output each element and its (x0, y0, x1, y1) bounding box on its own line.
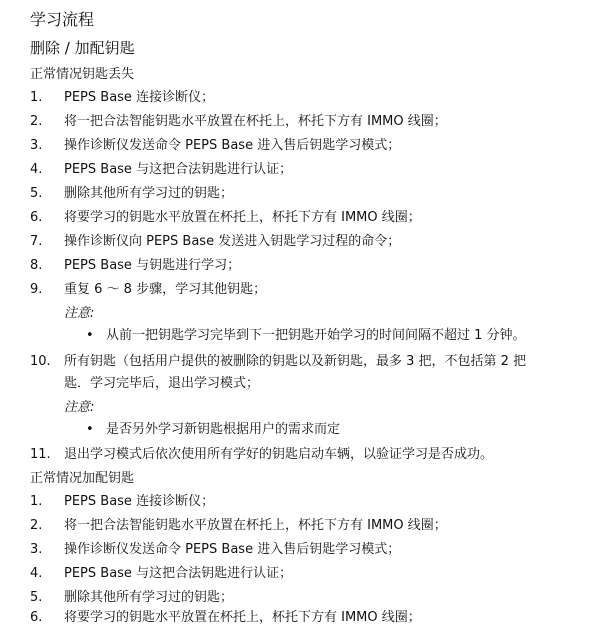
note-bullet (86, 420, 340, 440)
item-text: 删除其他所有学习过的钥匙； (64, 590, 234, 605)
item-number: 2. (30, 114, 43, 129)
list-item (0, 538, 615, 562)
note-bullet-text: 是否另外学习新钥匙根据用户的需求而定 (106, 422, 341, 437)
item-text: PEPS Base 与这把合法钥匙进行认证； (64, 566, 293, 581)
item-text-continuation: 匙．学习完毕后，退出学习模式； (64, 376, 260, 391)
item-text: 操作诊断仪向 PEPS Base 发送进入钥匙学习过程的命令； (64, 234, 401, 249)
list-item (0, 182, 615, 206)
note-bullet-text: 从前一把钥匙学习完毕到下一把钥匙开始学习的时间间隔不超过 1 分钟。 (106, 328, 526, 343)
item-text: 将一把合法智能钥匙水平放置在杯托上，杯托下方有 IMMO 线圈； (64, 114, 447, 129)
list-item (0, 443, 615, 467)
item-number: 9. (30, 282, 43, 297)
item-text: 将一把合法智能钥匙水平放置在杯托上，杯托下方有 IMMO 线圈； (64, 518, 447, 533)
list-item (0, 350, 615, 374)
section-heading-lost-key: 正常情况钥匙丢失 (30, 67, 135, 82)
item-number: 5. (30, 590, 43, 605)
item-text: PEPS Base 连接诊断仪； (64, 494, 215, 509)
item-number: 10. (30, 354, 51, 369)
note-label: 注意: (64, 306, 95, 321)
item-text: 退出学习模式后依次使用所有学好的钥匙启动车辆，以验证学习是否成功。 (64, 447, 494, 462)
item-number: 1. (30, 494, 43, 509)
section-heading-add-key: 正常情况加配钥匙 (30, 471, 135, 486)
item-number: 4. (30, 162, 43, 177)
item-text: 操作诊断仪发送命令 PEPS Base 进入售后钥匙学习模式； (64, 542, 401, 557)
list-item (0, 562, 615, 586)
item-number: 2. (30, 518, 43, 533)
item-text: PEPS Base 与钥匙进行学习； (64, 258, 241, 273)
item-number: 3. (30, 542, 43, 557)
page-title: 学习流程 (30, 10, 95, 29)
bullet-dot-icon: • (86, 422, 94, 437)
item-text: 将要学习的钥匙水平放置在杯托上，杯托下方有 IMMO 线圈； (64, 210, 421, 225)
list-item (0, 490, 615, 514)
item-number: 6. (30, 610, 43, 624)
item-text: 重复 6 ～ 8 步骤，学习其他钥匙； (64, 282, 267, 297)
item-text: 所有钥匙（包括用户提供的被删除的钥匙以及新钥匙，最多 3 把，不包括第 2 把 (64, 354, 527, 369)
item-number: 1. (30, 90, 43, 105)
list-item (0, 134, 615, 158)
item-text: 删除其他所有学习过的钥匙； (64, 186, 234, 201)
item-number: 11. (30, 447, 51, 462)
list-item (0, 278, 615, 302)
list-item (0, 110, 615, 134)
item-number: 8. (30, 258, 43, 273)
list-item (0, 206, 615, 230)
list-item (0, 230, 615, 254)
item-number: 6. (30, 210, 43, 225)
list-item (0, 514, 615, 538)
item-text: PEPS Base 与这把合法钥匙进行认证； (64, 162, 293, 177)
bullet-dot-icon: • (86, 328, 94, 343)
list-item (0, 158, 615, 182)
item-text: 操作诊断仪发送命令 PEPS Base 进入售后钥匙学习模式； (64, 138, 401, 153)
item-number: 5. (30, 186, 43, 201)
page-subtitle: 删除 / 加配钥匙 (30, 39, 135, 57)
note-label: 注意: (64, 400, 95, 415)
list-item (0, 86, 615, 110)
item-text: PEPS Base 连接诊断仪； (64, 90, 215, 105)
list-item (0, 254, 615, 278)
item-number: 7. (30, 234, 43, 249)
item-number: 3. (30, 138, 43, 153)
list-item (0, 606, 615, 624)
note-bullet (86, 326, 526, 346)
item-text: 将要学习的钥匙水平放置在杯托上，杯托下方有 IMMO 线圈； (64, 610, 421, 624)
item-number: 4. (30, 566, 43, 581)
